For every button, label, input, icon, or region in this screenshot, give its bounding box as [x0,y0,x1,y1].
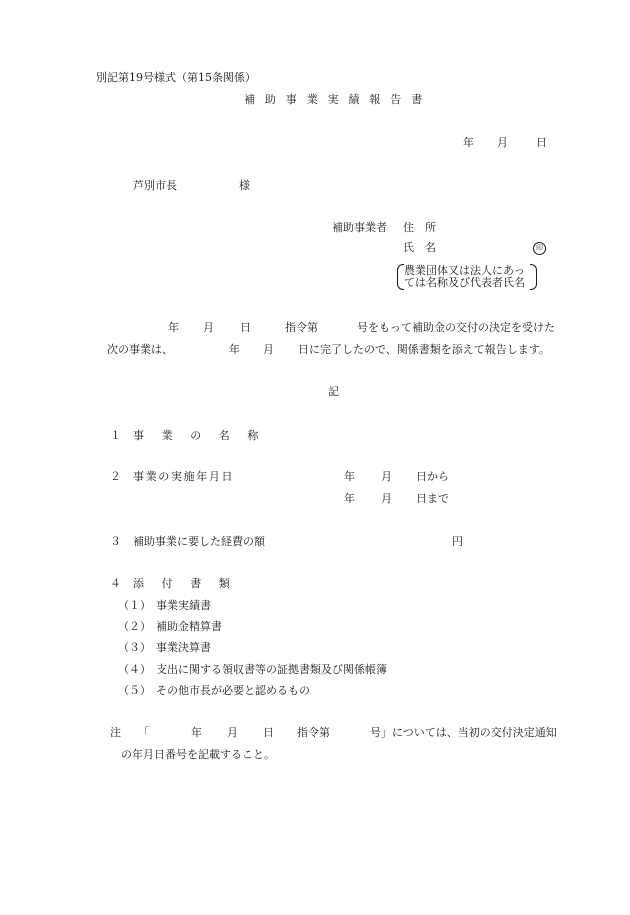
item1-label: 事業の名称 [133,429,276,442]
note-day: 日 [263,726,274,739]
attachment-1-number: （１） [118,599,151,612]
attachment-2-number: （２） [118,620,151,633]
note-year: 年 [191,726,202,739]
ki-heading: 記 [328,385,339,398]
item3-unit: 円 [452,535,463,548]
name-label: 氏 名 [403,241,436,254]
applicant-role-label: 補助事業者 [332,221,387,234]
applicant-note-line1: 農業団体又は法人にあっ [404,264,525,277]
attachment-2-text: 補助金精算書 [156,620,222,633]
attachment-3-text: 事業決算書 [156,641,211,654]
body-line2-month: 月 [263,343,274,356]
addressee-honorific: 様 [239,179,250,192]
item2-number: ２ [110,470,121,483]
seal-icon: 印 [533,242,546,255]
bracket-right [530,264,537,290]
body-line1-year: 年 [168,321,179,334]
form-number: 別記第19号様式（第15条関係） [96,71,256,84]
body-line2-rest: 日に完了したので、関係書類を添えて報告します。 [298,343,550,356]
item4-label: 添付書類 [133,577,248,590]
note-line2: の年月日番号を記載すること。 [121,748,275,761]
bracket-left [397,264,404,290]
body-line1-month: 月 [203,321,214,334]
body-line1-directive: 指令第 [285,321,318,334]
attachment-3-number: （３） [118,641,151,654]
item2-from-year: 年 [344,470,355,483]
note-month: 月 [227,726,238,739]
date-month: 月 [497,136,508,149]
attachment-5-text: その他市長が必要と認めるもの [156,684,310,697]
attachment-5-number: （５） [118,684,151,697]
item2-to-year: 年 [344,492,355,505]
body-line2-lead: 次の事業は、 [107,343,173,356]
item2-label: 事業の実施年月日 [133,470,235,483]
body-line1-rest: 号をもって補助金の交付の決定を受けた [357,321,555,334]
note-directive: 指令第 [297,726,330,739]
attachment-4-text: 支出に関する領収書等の証拠書類及び関係帳簿 [156,663,387,676]
item1-number: １ [110,429,121,442]
date-year: 年 [463,136,474,149]
applicant-note-line2: ては名称及び代表者氏名 [404,276,525,289]
note-label: 注 [110,726,121,739]
item2-from-day: 日から [416,470,449,483]
document-title: 補助事業実績報告書 [244,93,433,106]
attachment-4-number: （４） [118,663,151,676]
addressee-name: 芦別市長 [133,179,177,192]
attachment-1-text: 事業実績書 [156,599,211,612]
body-line2-year: 年 [229,343,240,356]
date-day: 日 [536,136,547,149]
note-rest: 号」については、当初の交付決定通知 [370,726,557,739]
item2-to-month: 月 [381,492,392,505]
body-line1-day: 日 [240,321,251,334]
item3-label: 補助事業に要した経費の額 [133,535,265,548]
item2-from-month: 月 [381,470,392,483]
address-label: 住 所 [403,221,436,234]
item2-to-day: 日まで [416,492,449,505]
item4-number: ４ [110,577,121,590]
note-open-quote: 「 [138,726,149,739]
item3-number: ３ [110,535,121,548]
